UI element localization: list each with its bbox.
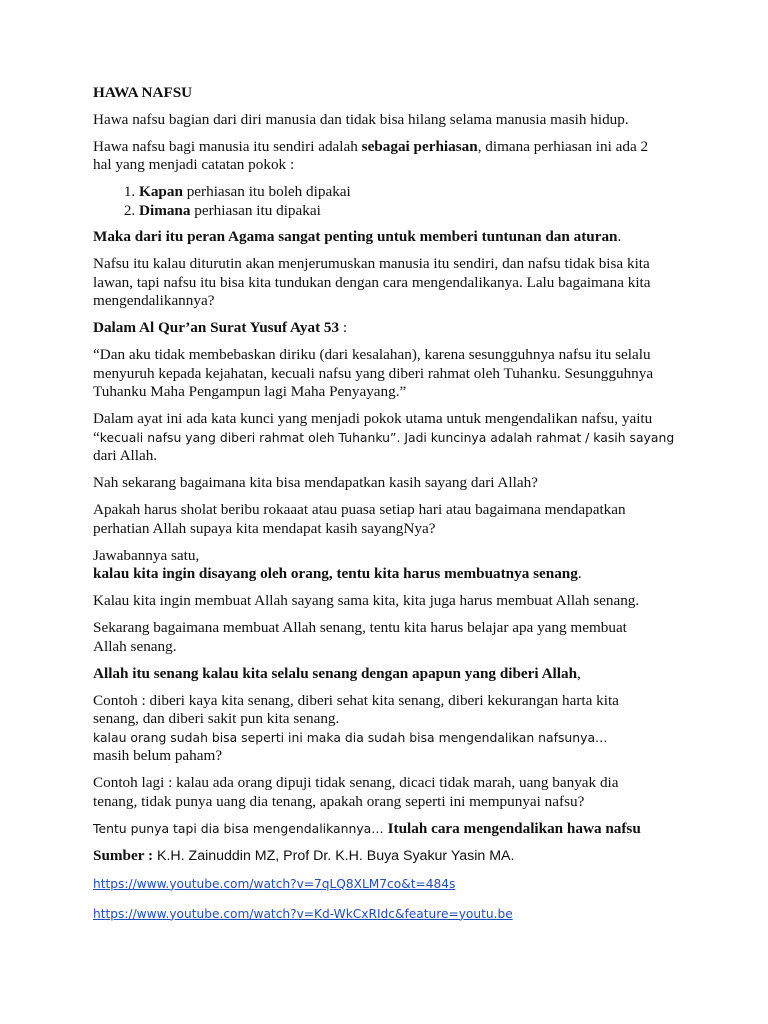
paragraph-7-line: Dalam ayat ini ada kata kunci yang menjadi pokok utama untuk mengendalikan nafsu, yaitu xyxy=(93,410,653,427)
paragraph-3-post: . xyxy=(617,228,622,245)
paragraph-10 xyxy=(93,547,693,584)
paragraph-14-line: Contoh : diberi kaya kita senang, diberi sehat kita senang, diberi kekurangan harta kita xyxy=(93,691,619,709)
paragraph-14-line: masih belum paham? xyxy=(93,747,223,764)
paragraph-4-line: Nafsu itu kalau diturutin akan menjerumuskan manusia itu sendiri, dan nafsu tidak bisa kita xyxy=(93,255,650,272)
quote-line: menyuruh kepada kejahatan, kecuali nafsu yang diberi rahmat oleh Tuhanku. Sesungguhnya xyxy=(93,364,654,382)
list-item-text: perhiasan itu dipakai xyxy=(190,201,321,219)
paragraph-2-pre: Hawa nafsu bagi manusia itu sendiri adalah xyxy=(93,137,362,155)
paragraph-5-post: : xyxy=(339,319,348,336)
paragraph-9 xyxy=(93,501,693,538)
paragraph-12 xyxy=(93,619,693,656)
paragraph-10-post: . xyxy=(577,565,582,582)
paragraph-7 xyxy=(93,410,693,466)
paragraph-15-line: tenang, tidak punya uang dia tenang, apakah orang seperti ini mempunyai nafsu? xyxy=(93,792,585,810)
paragraph-10-bold: kalau kita ingin disayang oleh orang, tentu kita harus membuatnya senang xyxy=(93,565,578,582)
list-item-bold: Kapan xyxy=(139,183,183,200)
paragraph-4 xyxy=(93,255,693,311)
youtube-link-1[interactable]: https://www.youtube.com/watch?v=7qLQ8XLM7co&t=484s xyxy=(93,876,456,891)
list-item-bold: Dimana xyxy=(139,201,191,219)
paragraph-4-line: mengendalikannya? xyxy=(93,292,215,309)
paragraph-16 xyxy=(93,820,693,839)
quote-paragraph xyxy=(93,346,693,402)
source-text: K.H. Zainuddin MZ, Prof Dr. K.H. Buya Syakur Yasin MA. xyxy=(153,847,515,864)
paragraph-13-bold: Allah itu senang kalau kita selalu senang dengan apapun yang diberi Allah xyxy=(93,664,578,682)
paragraph-2-bold: sebagai perhiasan xyxy=(361,137,478,155)
paragraph-11: Kalau kita ingin membuat Allah sayang sama kita, kita juga harus membuat Allah senang. xyxy=(93,592,640,609)
paragraph-3 xyxy=(93,228,693,247)
list-item-text: perhiasan itu boleh dipakai xyxy=(182,183,351,200)
document-body xyxy=(93,84,693,934)
link-paragraph xyxy=(93,874,693,894)
paragraph-9-line: perhatian Allah supaya kita mendapat kasih sayangNya? xyxy=(93,519,436,537)
paragraph-2-line2: hal yang menjadi catatan pokok : xyxy=(93,156,295,173)
paragraph-7-openquote: “ xyxy=(93,428,100,446)
paragraph-3-bold: Maka dari itu peran Agama sangat penting untuk memberi tuntunan dan aturan xyxy=(93,228,618,245)
paragraph-12-line: Allah senang. xyxy=(93,637,177,655)
paragraph-12-line: Sekarang bagaimana membuat Allah senang, tentu kita harus belajar apa yang membuat xyxy=(93,619,627,636)
quote-line: Tuhanku Maha Pengampun lagi Maha Penyayang.” xyxy=(93,383,407,400)
list-item xyxy=(139,202,693,221)
paragraph-2 xyxy=(93,138,693,175)
paragraph-16-pre: Tentu punya tapi dia bisa mengendalikannya… xyxy=(93,820,388,836)
paragraph-13-post: , xyxy=(577,664,581,682)
paragraph-7-line: dari Allah. xyxy=(93,447,158,464)
paragraph-10-line: Jawabannya satu, xyxy=(93,546,200,564)
numbered-list xyxy=(93,183,693,220)
paragraph-1: Hawa nafsu bagian dari diri manusia dan tidak bisa hilang selama manusia masih hidup. xyxy=(93,110,629,128)
paragraph-7-line: kecuali nafsu yang diberi rahmat oleh Tuhanku”. Jadi kuncinya adalah rahmat / kasih sayang xyxy=(99,429,675,445)
paragraph-2-post: , dimana perhiasan ini ada 2 xyxy=(477,137,649,155)
paragraph-5-bold: Dalam Al Qur’an Surat Yusuf Ayat 53 xyxy=(93,319,340,336)
link-paragraph xyxy=(93,904,693,924)
paragraph-15-line: Contoh lagi : kalau ada orang dipuji tidak senang, dicaci tidak marah, uang banyak dia xyxy=(93,774,619,791)
paragraph-8: Nah sekarang bagaimana kita bisa mendapatkan kasih sayang dari Allah? xyxy=(93,474,538,491)
source-label: Sumber : xyxy=(93,846,154,864)
paragraph-14 xyxy=(93,692,693,766)
paragraph-16-bold: Itulah cara mengendalikan hawa nafsu xyxy=(387,819,641,837)
paragraph-4-line: lawan, tapi nafsu itu bisa kita tundukan dengan cara mengendalikanya. Lalu bagaimana kita xyxy=(93,273,651,291)
paragraph-14-line: senang, dan diberi sakit pun kita senang. xyxy=(93,710,340,727)
youtube-link-2[interactable]: https://www.youtube.com/watch?v=Kd-WkCxRIdc&feature=youtu.be xyxy=(93,906,513,921)
list-item xyxy=(139,183,693,202)
source-line xyxy=(93,847,693,866)
paragraph-14-line: kalau orang sudah bisa seperti ini maka dia sudah bisa mengendalikan nafsunya… xyxy=(93,729,608,745)
quote-line: “Dan aku tidak membebaskan diriku (dari kesalahan), karena sesungguhnya nafsu itu selalu xyxy=(93,346,651,363)
paragraph-5 xyxy=(93,319,693,338)
paragraph-9-line: Apakah harus sholat beribu rokaaat atau puasa setiap hari atau bagaimana mendapatkan xyxy=(93,501,626,518)
paragraph-13 xyxy=(93,665,693,684)
document-title: HAWA NAFSU xyxy=(93,84,193,101)
paragraph-15 xyxy=(93,774,693,811)
